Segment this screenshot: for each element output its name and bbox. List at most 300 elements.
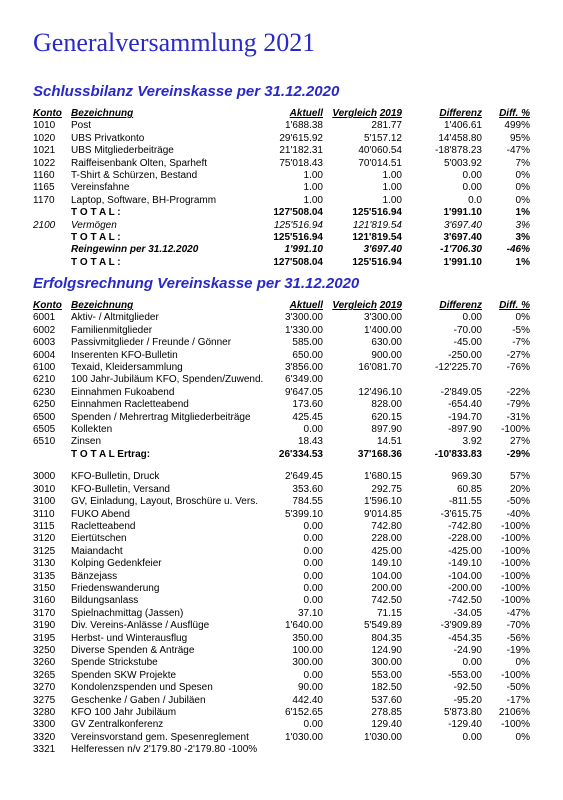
cell-diff-pct: -100% [501, 520, 530, 532]
cell-vergleich: 125'516.94 [352, 256, 402, 268]
cell-diff-pct: -40% [506, 508, 530, 520]
cell-diff-pct: -56% [506, 632, 530, 644]
cell-aktuell: 127'508.04 [273, 207, 323, 219]
cell-diff-pct: -50% [506, 682, 530, 694]
header-konto: Konto [33, 108, 62, 119]
table-row [33, 583, 530, 595]
table-row [33, 744, 530, 756]
cell-aktuell: 1'030.00 [284, 731, 323, 743]
cell-bezeichnung: Racletteabend [71, 520, 136, 532]
cell-vergleich: 5'157.12 [363, 132, 402, 144]
cell-bezeichnung: Maiandacht [71, 545, 123, 557]
table-row [33, 436, 530, 448]
page-title: Generalversammlung 2021 [33, 28, 316, 57]
table-row [33, 207, 530, 219]
cell-differenz: 14'458.80 [438, 132, 482, 144]
cell-vergleich: 12'496.10 [358, 386, 402, 398]
cell-aktuell: 1.00 [303, 194, 323, 206]
cell-vergleich: 1'400.00 [363, 324, 402, 336]
cell-bezeichnung: T-Shirt & Schürzen, Bestand [71, 170, 198, 182]
cell-konto: 6500 [33, 411, 56, 423]
cell-aktuell [258, 461, 323, 471]
cell-differenz: 60.85 [456, 483, 482, 495]
cell-vergleich: 1.00 [382, 194, 402, 206]
erfolgsrechnung-table [33, 300, 530, 757]
cell-diff-pct: 57% [509, 471, 530, 483]
table-row [33, 133, 530, 145]
cell-vergleich: 125'516.94 [352, 207, 402, 219]
cell-vergleich: 121'819.54 [352, 232, 402, 244]
cell-diff-pct: 20% [509, 483, 530, 495]
cell-aktuell: 0.00 [303, 558, 323, 570]
table-row [33, 719, 530, 731]
cell-differenz: 0.00 [462, 170, 482, 182]
cell-differenz: -18'878.23 [435, 145, 482, 157]
cell-differenz [402, 461, 482, 471]
table-row [33, 374, 530, 386]
cell-konto: 3130 [33, 558, 56, 570]
cell-aktuell: 2'649.45 [284, 471, 323, 483]
table-header-row [33, 300, 530, 312]
cell-konto: 3150 [33, 582, 56, 594]
cell-bezeichnung: 100 Jahr-Jubiläum KFO, Spenden/Zuwend. [71, 374, 264, 386]
cell-konto: 6505 [33, 424, 56, 436]
header-vergleich-label: Vergleich [332, 108, 377, 119]
cell-differenz: -129.40 [448, 719, 482, 731]
schlussbilanz-body [33, 120, 530, 269]
cell-konto: 1021 [33, 145, 56, 157]
cell-konto: 6250 [33, 399, 56, 411]
cell-vergleich: 1'030.00 [363, 731, 402, 743]
cell-konto: 6210 [33, 374, 56, 386]
cell-differenz: 1'406.61 [443, 120, 482, 132]
cell-bezeichnung: Zinsen [71, 436, 102, 448]
cell-bezeichnung: Inserenten KFO-Bulletin [71, 349, 178, 361]
cell-aktuell: 300.00 [292, 657, 323, 669]
cell-bezeichnung: T O T A L Ertrag: [71, 448, 151, 460]
table-row [33, 682, 530, 694]
cell-aktuell: 0.00 [303, 595, 323, 607]
cell-konto: 3170 [33, 607, 56, 619]
cell-diff-pct: -76% [506, 362, 530, 374]
cell-vergleich: 537.60 [371, 694, 402, 706]
cell-diff-pct: -7% [512, 337, 530, 349]
cell-bezeichnung: Vereinsvorstand gem. Spesenreglement [71, 731, 249, 743]
table-row [33, 521, 530, 533]
table-row [33, 608, 530, 620]
cell-bezeichnung: T O T A L : [71, 207, 121, 219]
cell-konto: 3120 [33, 533, 56, 545]
cell-aktuell: 29'615.92 [279, 132, 323, 144]
cell-vergleich: 37'168.36 [357, 448, 402, 460]
cell-aktuell: 425.45 [292, 411, 323, 423]
cell-aktuell: 90.00 [297, 682, 323, 694]
cell-konto: 3265 [33, 669, 56, 681]
section-title-erfolgsrechnung: Erfolgsrechnung Vereinskasse per 31.12.2020 [33, 275, 360, 292]
table-row [33, 707, 530, 719]
header-differenz: Differenz [439, 300, 482, 311]
cell-bezeichnung [71, 461, 258, 471]
table-row [33, 244, 530, 256]
table-row [33, 257, 530, 269]
cell-vergleich: 1'596.10 [363, 496, 402, 508]
cell-konto: 3190 [33, 620, 56, 632]
cell-bezeichnung: Spenden SKW Projekte [71, 669, 177, 681]
cell-vergleich: 3'697.40 [363, 244, 402, 256]
cell-diff-pct: -100% [501, 582, 530, 594]
cell-diff-pct: -29% [506, 448, 530, 460]
cell-vergleich: 278.85 [371, 707, 402, 718]
cell-vergleich: 630.00 [371, 337, 402, 349]
cell-aktuell: 0.00 [303, 533, 323, 545]
header-vergleich-year: 2019 [379, 300, 402, 311]
cell-differenz: -92.50 [453, 682, 482, 694]
cell-differenz: -742.50 [448, 595, 482, 607]
table-row [33, 424, 530, 436]
table-row [33, 362, 530, 374]
cell-aktuell: 585.00 [292, 337, 323, 349]
cell-aktuell: 0.00 [303, 669, 323, 681]
table-row [33, 595, 530, 607]
cell-vergleich: 281.77 [371, 120, 402, 132]
cell-konto: 3280 [33, 707, 56, 718]
cell-diff-pct [482, 461, 530, 471]
cell-diff-pct: -47% [506, 145, 530, 157]
cell-diff-pct: -17% [506, 694, 530, 706]
cell-vergleich: 897.90 [371, 424, 402, 436]
table-row [33, 732, 530, 744]
table-row [33, 461, 530, 471]
cell-vergleich: 742.80 [371, 520, 402, 532]
cell-diff-pct: -22% [506, 386, 530, 398]
cell-bezeichnung: Kollekten [71, 424, 113, 436]
cell-konto [33, 449, 71, 461]
table-row [33, 657, 530, 669]
header-diff-pct: Diff. % [499, 108, 530, 119]
cell-diff-pct: 95% [509, 132, 530, 144]
cell-vergleich [323, 374, 402, 386]
cell-konto: 3275 [33, 694, 56, 706]
cell-vergleich: 553.00 [371, 669, 402, 681]
cell-vergleich: 16'081.70 [358, 362, 402, 374]
cell-bezeichnung: Bänzejass [71, 570, 118, 582]
table-row [33, 387, 530, 399]
cell-diff-pct: -100% [501, 669, 530, 681]
cell-bezeichnung: T O T A L : [71, 232, 121, 244]
cell-aktuell: 18.43 [297, 436, 323, 448]
cell-konto: 3270 [33, 682, 56, 694]
table-row [33, 232, 530, 244]
cell-differenz: 1'991.10 [443, 207, 482, 219]
cell-diff-pct: 27% [509, 436, 530, 448]
cell-differenz: -811.55 [448, 496, 482, 508]
header-vergleich-label: Vergleich [332, 300, 377, 311]
cell-vergleich: 3'300.00 [363, 312, 402, 324]
cell-diff-pct: -100% [501, 558, 530, 570]
cell-konto: 3100 [33, 496, 56, 508]
cell-aktuell: 353.60 [292, 483, 323, 495]
cell-diff-pct: -70% [506, 620, 530, 632]
header-konto: Konto [33, 300, 62, 311]
schlussbilanz-table [33, 108, 530, 269]
cell-differenz: 5'873.80 [443, 707, 482, 718]
cell-konto: 2100 [33, 219, 56, 231]
cell-aktuell: 1'688.38 [284, 120, 323, 132]
cell-vergleich: 5'549.89 [363, 620, 402, 632]
cell-diff-pct: 1% [515, 207, 530, 219]
cell-aktuell: 784.55 [292, 496, 323, 508]
cell-aktuell: 1'330.00 [284, 324, 323, 336]
cell-aktuell: 3'856.00 [284, 362, 323, 374]
cell-differenz: 3'697.40 [443, 232, 482, 244]
cell-diff-pct: 7% [515, 157, 530, 169]
cell-diff-pct: -5% [512, 324, 530, 336]
cell-aktuell: 6'349.00 [284, 374, 323, 386]
cell-bezeichnung: KFO-Bulletin, Versand [71, 483, 170, 495]
cell-vergleich [323, 461, 402, 471]
cell-aktuell: 125'516.94 [273, 219, 323, 231]
cell-bezeichnung: Spielnachmittag (Jassen) [71, 607, 184, 619]
cell-diff-pct: -50% [506, 496, 530, 508]
cell-bezeichnung: Passivmitglieder / Freunde / Gönner [71, 337, 232, 349]
cell-differenz: -3'615.75 [440, 508, 482, 520]
cell-differenz: -250.00 [448, 349, 482, 361]
cell-konto: 1170 [33, 194, 55, 206]
cell-differenz: -742.80 [448, 520, 482, 532]
cell-vergleich: 149.10 [371, 558, 402, 570]
cell-bezeichnung: Eiertütschen [71, 533, 127, 545]
cell-bezeichnung: UBS Mitgliederbeiträge [71, 145, 174, 157]
table-row [33, 325, 530, 337]
cell-differenz: -70.00 [453, 324, 482, 336]
cell-bezeichnung: Geschenke / Gaben / Jubiläen [71, 694, 206, 706]
cell-differenz: 969.30 [451, 471, 482, 483]
table-row [33, 471, 530, 483]
cell-aktuell: 0.00 [303, 582, 323, 594]
cell-diff-pct: -100% [501, 595, 530, 607]
cell-konto: 6001 [33, 312, 56, 324]
cell-bezeichnung: KFO-Bulletin, Druck [71, 471, 160, 483]
cell-aktuell: 1'991.10 [284, 244, 323, 256]
cell-aktuell: 0.00 [303, 545, 323, 557]
cell-aktuell: 0.00 [303, 719, 323, 731]
erfolgsrechnung-body [33, 312, 530, 756]
cell-vergleich: 742.50 [371, 595, 402, 607]
cell-konto: 3300 [33, 719, 56, 731]
header-vergleich [323, 300, 402, 312]
cell-bezeichnung: UBS Privatkonto [71, 132, 145, 144]
cell-aktuell: 21'182.31 [279, 145, 323, 157]
cell-vergleich: 70'014.51 [358, 157, 402, 169]
cell-bezeichnung: Reingewinn per 31.12.2020 [71, 244, 199, 256]
cell-konto [33, 461, 71, 471]
cell-konto: 3160 [33, 595, 56, 607]
header-aktuell: Aktuell [289, 300, 323, 311]
cell-vergleich: 425.00 [371, 545, 402, 557]
cell-diff-pct: 0% [515, 182, 530, 194]
cell-differenz: 0.00 [462, 312, 482, 324]
cell-differenz: -3'909.89 [440, 620, 482, 632]
table-row [33, 533, 530, 545]
table-row [33, 558, 530, 570]
cell-differenz: -654.40 [448, 399, 482, 411]
table-row [33, 546, 530, 558]
cell-vergleich: 71.15 [376, 607, 402, 619]
cell-differenz: 0.00 [462, 657, 482, 669]
cell-konto: 3321 [33, 744, 56, 756]
table-header-row [33, 108, 530, 120]
cell-bezeichnung: Spende Strickstube [71, 657, 158, 669]
cell-aktuell: 9'647.05 [284, 386, 323, 398]
cell-konto: 6230 [33, 386, 56, 398]
cell-aktuell: 100.00 [292, 644, 323, 656]
cell-konto: 6004 [33, 349, 56, 361]
cell-konto: 3125 [33, 545, 56, 557]
cell-bezeichnung: Diverse Spenden & Anträge [71, 644, 195, 656]
cell-aktuell: 37.10 [297, 607, 323, 619]
cell-vergleich: 182.50 [371, 682, 402, 694]
cell-differenz: 1'991.10 [443, 256, 482, 268]
cell-konto: 3110 [33, 508, 55, 520]
cell-vergleich: 804.35 [371, 632, 402, 644]
cell-bezeichnung: Friedenswanderung [71, 582, 160, 594]
cell-konto: 3320 [33, 731, 56, 743]
cell-aktuell: 1'640.00 [284, 620, 323, 632]
cell-konto: 6510 [33, 436, 56, 448]
cell-konto: 3195 [33, 632, 56, 644]
cell-vergleich: 900.00 [371, 349, 402, 361]
cell-bezeichnung: Einnahmen Racletteabend [71, 399, 189, 411]
cell-bezeichnung: Spenden / Mehrertrag Mitgliederbeiträge [71, 411, 251, 423]
cell-diff-pct: 2106% [498, 707, 530, 718]
cell-diff-pct: -46% [506, 244, 530, 256]
cell-konto [33, 244, 71, 256]
cell-differenz: -425.00 [448, 545, 482, 557]
cell-differenz: -2'849.05 [440, 386, 482, 398]
cell-differenz: -897.90 [448, 424, 482, 436]
cell-bezeichnung: Kondolenzspenden und Spesen [71, 682, 213, 694]
cell-bezeichnung: T O T A L : [71, 256, 121, 268]
cell-konto: 1165 [33, 182, 55, 194]
cell-differenz: -104.00 [448, 570, 482, 582]
table-row [33, 312, 530, 324]
cell-konto [33, 207, 71, 219]
cell-diff-pct: 0% [515, 312, 530, 324]
cell-bezeichnung: FUKO Abend [71, 508, 130, 520]
cell-konto: 1010 [33, 120, 56, 132]
cell-differenz: -194.70 [448, 411, 482, 423]
cell-differenz: -553.00 [448, 669, 482, 681]
cell-diff-pct: -100% [501, 719, 530, 731]
header-bezeichnung: Bezeichnung [71, 300, 134, 311]
cell-diff-pct: -31% [506, 411, 530, 423]
cell-differenz: 3.92 [462, 436, 482, 448]
cell-bezeichnung: Laptop, Software, BH-Programm [71, 194, 217, 206]
cell-bezeichnung: Familienmitglieder [71, 324, 153, 336]
header-diff-pct: Diff. % [499, 300, 530, 311]
cell-vergleich: 828.00 [371, 399, 402, 411]
cell-konto: 6002 [33, 324, 56, 336]
cell-konto: 3135 [33, 570, 56, 582]
cell-diff-pct: 1% [515, 256, 530, 268]
table-row [33, 412, 530, 424]
cell-konto: 6100 [33, 362, 56, 374]
cell-bezeichnung: Texaid, Kleidersammlung [71, 362, 183, 374]
cell-diff-pct: 0% [515, 170, 530, 182]
cell-vergleich: 200.00 [371, 582, 402, 594]
cell-bezeichnung: Helferessen n/v 2'179.80 -2'179.80 -100% [71, 744, 258, 756]
table-row [33, 350, 530, 362]
header-aktuell: Aktuell [289, 108, 323, 119]
table-row [33, 120, 530, 132]
cell-konto: 3260 [33, 657, 56, 669]
cell-konto: 1022 [33, 157, 56, 169]
cell-differenz: -454.35 [448, 632, 482, 644]
cell-aktuell: 6'152.65 [284, 707, 323, 718]
cell-diff-pct: 0% [515, 731, 530, 743]
cell-konto: 3000 [33, 471, 56, 483]
table-row [33, 633, 530, 645]
cell-vergleich: 40'060.54 [358, 145, 402, 157]
table-row [33, 145, 530, 157]
cell-differenz: -24.90 [453, 644, 482, 656]
cell-bezeichnung: GV Zentralkonferenz [71, 719, 164, 731]
cell-diff-pct: -100% [501, 545, 530, 557]
table-row [33, 337, 530, 349]
cell-vergleich: 9'014.85 [363, 508, 402, 520]
cell-differenz: -228.00 [448, 533, 482, 545]
cell-konto: 3115 [33, 520, 55, 532]
cell-bezeichnung: Vereinsfahne [71, 182, 130, 194]
cell-diff-pct: 0% [515, 657, 530, 669]
cell-vergleich: 1.00 [382, 170, 402, 182]
table-row [33, 509, 530, 521]
cell-bezeichnung: Post [71, 120, 92, 132]
table-row [33, 496, 530, 508]
table-row [33, 645, 530, 657]
cell-differenz: 0.0 [468, 194, 482, 206]
cell-aktuell: 1.00 [303, 170, 323, 182]
cell-diff-pct: -19% [506, 644, 530, 656]
table-row [33, 195, 530, 207]
cell-diff-pct: -100% [501, 533, 530, 545]
cell-aktuell: 125'516.94 [273, 232, 323, 244]
cell-konto: 3010 [33, 483, 56, 495]
cell-vergleich: 121'819.54 [352, 219, 402, 231]
cell-differenz: -10'833.83 [434, 448, 482, 460]
cell-konto: 6003 [33, 337, 56, 349]
table-row [33, 158, 530, 170]
cell-aktuell: 650.00 [292, 349, 323, 361]
cell-konto: 3250 [33, 644, 56, 656]
cell-differenz: -200.00 [448, 582, 482, 594]
cell-differenz: 0.00 [462, 731, 482, 743]
cell-bezeichnung: Herbst- und Winterausflug [71, 632, 188, 644]
cell-aktuell: 3'300.00 [284, 312, 323, 324]
cell-vergleich: 14.51 [376, 436, 402, 448]
cell-differenz [402, 374, 482, 386]
cell-aktuell: 1.00 [303, 182, 323, 194]
table-row [33, 182, 530, 194]
header-differenz: Differenz [439, 108, 482, 119]
cell-differenz: -45.00 [453, 337, 482, 349]
cell-diff-pct: -100% [501, 570, 530, 582]
cell-vergleich: 129.40 [371, 719, 402, 731]
cell-vergleich: 1.00 [382, 182, 402, 194]
cell-aktuell: 0.00 [303, 520, 323, 532]
cell-vergleich: 300.00 [371, 657, 402, 669]
cell-differenz: -95.20 [453, 694, 482, 706]
